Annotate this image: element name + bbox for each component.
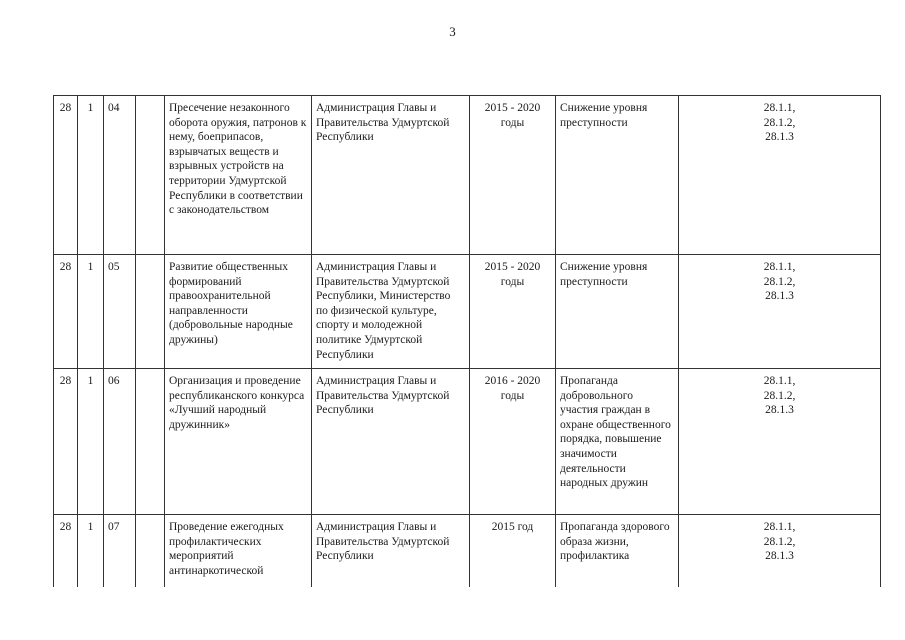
indicator-code: 28.1.2, <box>763 535 796 548</box>
executor-cell: Администрация Главы и Правительства Удмуртской Республики, Министерство по физической культуре, спорту и молодежной политике Удмуртской Республики <box>312 255 470 369</box>
gp-code-cell: 28 <box>54 255 78 369</box>
om-code-cell: 04 <box>104 96 136 255</box>
indicator-code: 28.1.3 <box>765 404 794 417</box>
page-number: 3 <box>449 24 456 39</box>
indicator-code: 28.1.1, <box>763 261 796 273</box>
pp-code-cell: 1 <box>78 515 104 588</box>
table-row <box>54 255 881 369</box>
indicator-code: 28.1.2, <box>763 116 796 129</box>
pp-code-cell: 1 <box>78 255 104 369</box>
indicator-code: 28.1.3 <box>765 131 794 144</box>
executor-cell: Администрация Главы и Правительства Удмуртской Республики <box>312 515 470 588</box>
gp-code-cell: 28 <box>54 96 78 255</box>
gp-code-cell: 28 <box>54 369 78 515</box>
period-cell: 2016 - 2020 годы <box>470 369 556 515</box>
indicator-code: 28.1.1, <box>763 521 796 533</box>
om-code-cell: 07 <box>104 515 136 588</box>
indicator-codes-cell <box>679 96 881 255</box>
m-code-cell <box>136 96 165 255</box>
activity-name-cell: Развитие общественных формирований правоохранительной направленности (добровольные народные дружины) <box>165 255 312 369</box>
om-code-cell: 05 <box>104 255 136 369</box>
indicator-code: 28.1.3 <box>765 550 794 563</box>
table-row <box>54 96 881 255</box>
m-code-cell <box>136 515 165 588</box>
expected-result-cell: Пропаганда добровольного участия граждан в охране общественного порядка, повышение значимости деятельности народных дружин <box>556 369 679 515</box>
activity-name-cell: Организация и проведение республиканского конкурса «Лучший народный дружинник» <box>165 369 312 515</box>
expected-result-cell: Снижение уровня преступности <box>556 96 679 255</box>
indicator-code: 28.1.1, <box>763 102 796 114</box>
gp-code-cell: 28 <box>54 515 78 588</box>
executor-cell: Администрация Главы и Правительства Удмуртской Республики <box>312 96 470 255</box>
indicator-codes-cell <box>679 369 881 515</box>
expected-result-cell: Снижение уровня преступности <box>556 255 679 369</box>
expected-result-cell: Пропаганда здорового образа жизни, профилактика <box>556 515 679 588</box>
period-cell: 2015 - 2020 годы <box>470 255 556 369</box>
indicator-codes-cell <box>679 255 881 369</box>
program-activities-table <box>53 95 881 587</box>
executor-cell: Администрация Главы и Правительства Удмуртской Республики <box>312 369 470 515</box>
table-row <box>54 369 881 515</box>
indicator-code: 28.1.3 <box>765 290 794 303</box>
m-code-cell <box>136 255 165 369</box>
indicator-codes-cell <box>679 515 881 588</box>
indicator-code: 28.1.2, <box>763 275 796 288</box>
pp-code-cell: 1 <box>78 96 104 255</box>
pp-code-cell: 1 <box>78 369 104 515</box>
indicator-code: 28.1.2, <box>763 389 796 402</box>
table-row <box>54 515 881 588</box>
activity-name-cell: Пресечение незаконного оборота оружия, патронов к нему, боеприпасов, взрывчатых веществ и взрывных устройств на территории Удмуртской Республики в соответствии с законодательством <box>165 96 312 255</box>
indicator-code: 28.1.1, <box>763 375 796 387</box>
period-cell: 2015 год <box>470 515 556 588</box>
period-cell: 2015 - 2020 годы <box>470 96 556 255</box>
om-code-cell: 06 <box>104 369 136 515</box>
activity-name-cell: Проведение ежегодных профилактических мероприятий антинаркотической <box>165 515 312 588</box>
m-code-cell <box>136 369 165 515</box>
